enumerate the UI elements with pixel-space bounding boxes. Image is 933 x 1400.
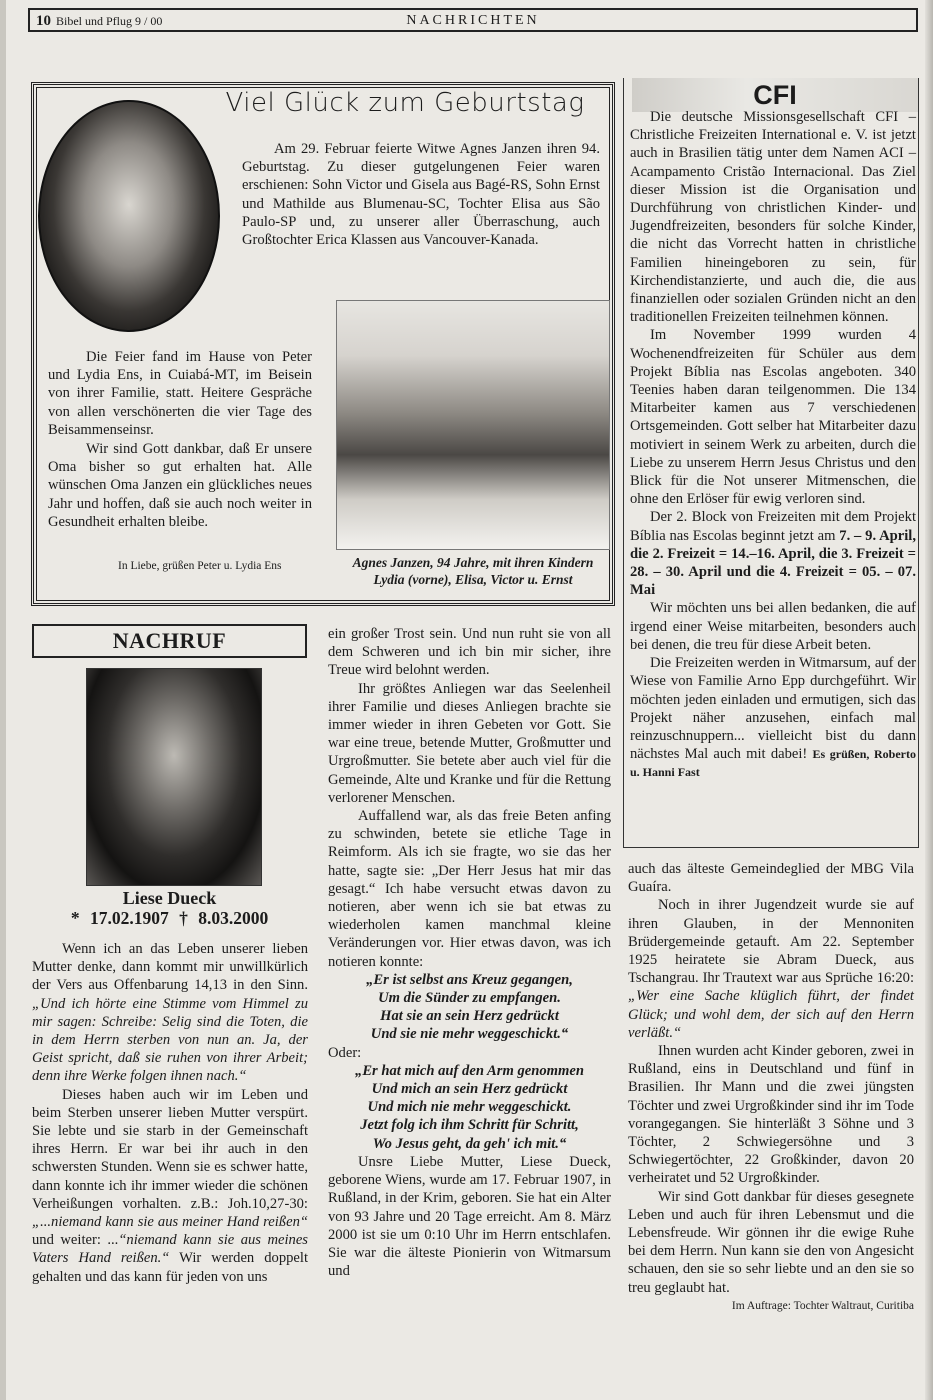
nachruf-c2-paragraph-3: Auffallend war, als das freie Beten anfing zu schwinden, betete sie etliche Tage in Reimform. Als ich sie fragte, wo sie das her hatte, sagte sie: „Der Herr Jesus hat mir das gesagt.“ Ich habe versucht etwas davon zu notieren, aber wenn ich sie bat etwas zu wiederholen kamen manchmal kleine Veränderungen vor. Hier etwas davon, was ich notieren konnte: bbox=[328, 808, 611, 970]
section-title: NACHRICHTEN bbox=[406, 13, 540, 28]
nachruf-c3-paragraph-4: Wir sind Gott dankbar für dieses gesegnete Leben und auch für ihren Lebensmut und die Lebensfreude. Wir gönnen ihr die ewige Ruhe bei dem Herrn. Nun kann sie den von Angesicht schauen, den sie so sehr liebte und an den sie so treu geglaubt hat. bbox=[628, 1188, 914, 1296]
nachruf-c2-paragraph-2: Ihr größtes Anliegen war das Seelenheil ihrer Familie und dieses Anliegen brachte sie immer wieder in ihren Gebeten vor Gott. Sie war eine treue, betende Mutter, Großmutter und Urgroßmutter. Sie betete aber auch viel für die Gemeinde, Alte und Kranke und für die Rettung verlorener Menschen. bbox=[328, 680, 611, 806]
page-edge-shadow bbox=[925, 0, 933, 1400]
nachruf-column-1 bbox=[32, 940, 308, 1286]
birthday-paragraph-2: Die Feier fand im Hause von Peter und Lydia Ens, in Cuiabá-MT, im Beisein von ihrer Familie, statt. Heitere Gespräche von allen verschönerten die vier Tage des Beisammenseinsr. bbox=[48, 349, 312, 438]
agnes-janzen-portrait bbox=[38, 100, 220, 332]
liese-dueck-portrait bbox=[86, 668, 262, 886]
publication-name: Bibel und Pflug bbox=[56, 14, 133, 28]
poem-separator: Oder: bbox=[328, 1044, 362, 1061]
birthday-paragraph-3: Wir sind Gott dankbar, daß Er unsere Oma bisher so gut erhalten hat. Alle wünschen Oma Janzen ein glückliches neues Jahr und hoffen, daß sie auch noch weiter in Gesundheit erhalten bleibe. bbox=[48, 441, 312, 530]
cfi-article bbox=[630, 108, 916, 782]
cfi-paragraph-1: Die deutsche Missionsgesellschaft CFI – Christliche Freizeiten International e. V. ist jetzt auch in Brasilien tätig unter dem Namen ACI – Acampamento Cristão Internacional. Das Ziel dieser Mission ist die Organisation und Durchführung von christlichen Kinder- und Jugendfreizeiten, besonders für solche Kinder, die nicht das Vorrecht hatten in christliche Familien hineingeboren zu sein, für Kirchendistanzierte, und auch die, die aus finanziellen oder sozialen Gründen nicht an den traditionellen Freizeiten teilnehmen können. bbox=[630, 109, 916, 326]
nachruf-c3-paragraph-2: Noch in ihrer Jugendzeit wurde sie auf ihren Glauben, in der Mennoniten Brüdergemeinde getauft. Am 22. September 1925 heiratete sie Abram Dueck, aus Tschangrau. Ihr Trautext war aus Sprüche 16:20: „Wer eine Sache klüglich führt, der findet Glück; und wohl dem, der sich auf den Herrn verläßt.“ bbox=[628, 897, 914, 1041]
nachruf-title: NACHRUF bbox=[32, 624, 307, 658]
cfi-paragraph-4: Wir möchten uns bei allen bedanken, die auf irgend einer Weise mitarbeiten, besonders auch bei denen, die treu für diese Arbeit beten. bbox=[630, 600, 916, 653]
deceased-name: Liese Dueck bbox=[122, 888, 217, 908]
nachruf-column-3 bbox=[628, 860, 914, 1315]
poem-2: „Er hat mich auf den Arm genommen Und mich an sein Herz gedrückt Und mich nie mehr weggeschickt. Jetzt folg ich ihm Schritt für Schritt, Wo Jesus geht, da geh' ich mit.“ bbox=[355, 1062, 584, 1152]
page-header bbox=[28, 8, 918, 32]
nachruf-c2-paragraph-1: ein großer Trost sein. Und nun ruht sie von all dem Schweren und ich bin mir sicher, ihre Treue wird belohnt werden. bbox=[328, 626, 611, 679]
poem-1: „Er ist selbst ans Kreuz gegangen, Um die Sünder zu empfangen. Hat sie an sein Herz gedrückt Und sie nie mehr weggeschickt.“ bbox=[366, 971, 573, 1043]
cfi-dates: 7. – 9. April, die 2. Freizeit = 14.–16. April, die 3. Freizeit = 28. – 30. April und die 4. Freizeit = 05. – 07. Mai bbox=[630, 527, 916, 599]
cfi-signature: Es grüßen, Roberto u. Hanni Fast bbox=[630, 747, 916, 780]
birthday-title: Viel Glück zum Geburtstag bbox=[225, 88, 585, 118]
issue-number: 9 / 00 bbox=[135, 14, 163, 28]
nachruf-column-2 bbox=[328, 625, 611, 1280]
nachruf-signature: Im Auftrage: Tochter Waltraut, Curitiba bbox=[731, 1299, 914, 1312]
birthday-signature: In Liebe, grüßen Peter u. Lydia Ens bbox=[118, 560, 282, 572]
nachruf-c1-paragraph-2: Dieses haben auch wir im Leben und beim Sterben unserer lieben Mutter verspürt. Sie lebte und sie starb in der Gemeinschaft ihres Herrn. Er war bei ihr auch in den schwersten Stunden. Wenn sie es schwer hatte, dann konnte ich ihr immer wieder die schönen Verheißungen vorhalten. z.B.: Joh.10,27-30:„...niemand kann sie aus meiner Hand reißen“ und weiter: ...“niemand kann sie aus meines Vaters Hand reißen.“ Wir werden doppelt gehalten und das kann für jeden von uns bbox=[32, 1086, 309, 1285]
nachruf-c3-paragraph-3: Ihnen wurden acht Kinder geboren, zwei in Rußland, eins in Deutschland und fünf in Brasilien. Ihr Mann und die zwei jüngsten Töchter und zwei Urgroßkinder sind ihr im Tode vorangegangen. Sie hinterläßt 3 Söhne und 3 Töchter, 2 Schwiegersöhne und 3 Schwiegertöchter, 22 Großkinder, davon 20 verheiratet und 52 Urgroßkinder. bbox=[628, 1043, 914, 1187]
cfi-title: CFI bbox=[632, 78, 918, 112]
family-group-photo bbox=[336, 300, 610, 550]
family-photo-caption: Agnes Janzen, 94 Jahre, mit ihren Kindern Lydia (vorne), Elisa, Victor u. Ernst bbox=[352, 555, 594, 587]
nachruf-c1-paragraph-1: Wenn ich an das Leben unserer lieben Mutter denke, dann kommt mir unwillkürlich der Vers aus Offenbarung 14,13 in den Sinn. „Und ich hörte eine Stimme vom Himmel zu mir sagen: Schreibe: Selig sind die Toten, die in dem Herrn sterben von nun an. Ja, der Geist spricht, daß sie ruhen von ihrer Arbeit; denn ihre Werke folgen ihnen nach.“ bbox=[32, 941, 308, 1085]
cfi-paragraph-5: Die Freizeiten werden in Witmarsum, auf der Wiese von Familie Arno Epp durchgeführt. Wir möchten jeden einladen und ermutigen, sich das Projekt näher anzusehen, einfach mal reinzuschnuppern... vielleicht bist du dann nächstes Mal auch mit dabei! Es grüßen, Roberto u. Hanni Fast bbox=[630, 655, 916, 780]
life-dates: * 17.02.1907 † 8.03.2000 bbox=[70, 908, 269, 928]
page-number: 10 bbox=[36, 13, 51, 29]
cfi-paragraph-2: Im November 1999 wurden 4 Wochenendfreizeiten für Schüler aus dem Projekt Bíblia nas Escolas angeboten. 340 Teenies haben daran teilgenommen. Die 134 Mitarbeiter kamen aus 7 verschiedenen Ortsgemeinden. Gott selber hat Mitarbeiter dazu motiviert in seinem Werk zu arbeiten, durch die Liebe zu unserem Herrn Jesus Christus und den Blick für die Not unserer Mitmenschen, die ohne den Erlöser für ewig verloren sind. bbox=[630, 327, 916, 508]
cfi-paragraph-3: Der 2. Block von Freizeiten mit dem Projekt Bíblia nas Escolas beginnt jetzt am 7. – 9. April, die 2. Freizeit = 14.–16. April, die 3. Freizeit = 28. – 30. April und die 4. Freizeit = 05. – 07. Mai bbox=[630, 509, 916, 599]
birthday-paragraph-1: Am 29. Februar feierte Witwe Agnes Janzen ihren 94. Geburtstag. Zu dieser gutgelungenen Feier waren erschienen: Sohn Victor und Gisela aus Bagé-RS, Sohn Ernst und Mathilde aus Blumenau-SC, Tochter Elisa aus São Paulo-SP und, zu unserer aller Überraschung, auch Großtochter Erica Klassen aus Vancouver-Kanada. bbox=[242, 141, 600, 249]
nachruf-c3-paragraph-1: auch das älteste Gemeindeglied der MBG Vila Guaíra. bbox=[628, 861, 914, 896]
nachruf-c2-paragraph-4: Unsre Liebe Mutter, Liese Dueck, geborene Wiens, wurde am 17. Februar 1907, in Rußland, in der Krim, geboren. Sie hat ein Alter von 93 Jahre und 20 Tage erreicht. Am 8. März 2000 ist sie um 0:10 Uhr im Herrn entschlafen. Sie war die älteste Pionierin von Witmarsum und bbox=[328, 1153, 611, 1280]
